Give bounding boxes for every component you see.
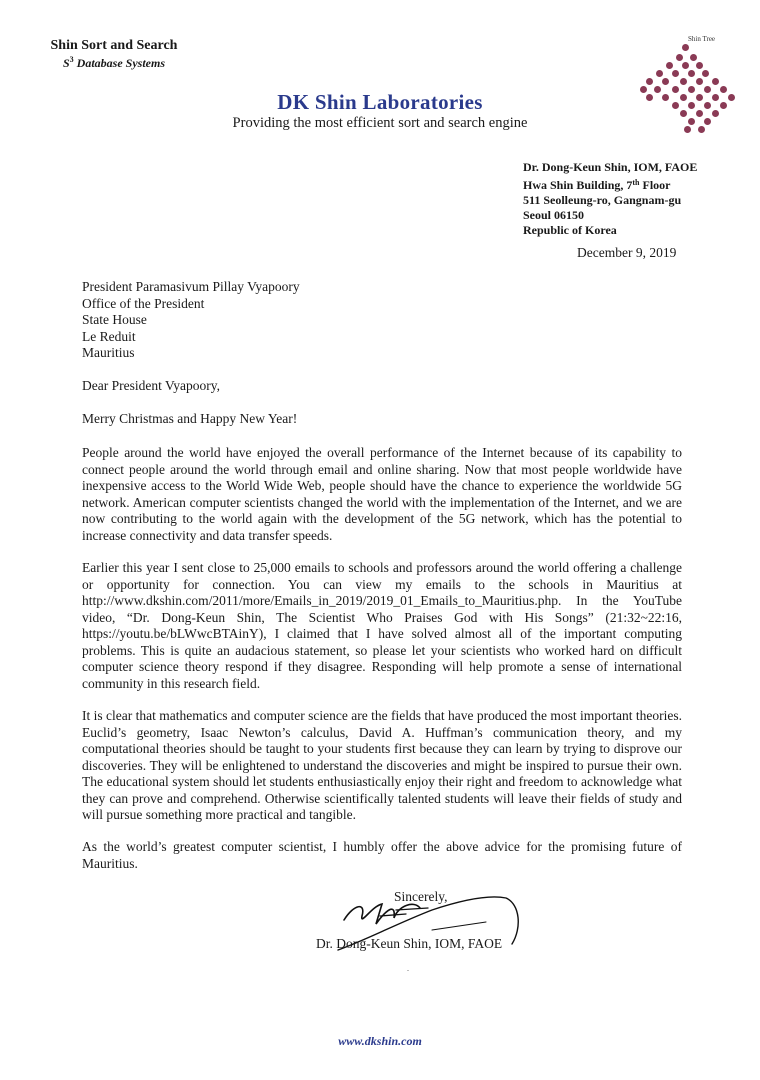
tree-dot [666,62,673,69]
sender-country: Republic of Korea [523,223,617,237]
recipient-line: President Paramasivum Pillay Vyapoory [82,279,300,294]
tree-dot [690,54,697,61]
recipient-line: State House [82,312,147,327]
building-sup: th [632,178,640,187]
tree-dot [696,78,703,85]
greeting: Merry Christmas and Happy New Year! [82,411,298,426]
tree-dot [702,70,709,77]
sender-name: Dr. Dong-Keun Shin, IOM, FAOE [523,160,698,174]
recipient-line: Mauritius [82,345,135,360]
tree-dot [676,54,683,61]
building-suffix: Floor [639,178,671,192]
lab-header [0,90,760,132]
body-paragraph: People around the world have enjoyed the overall performance of the Internet because of its capability to connect people around the world through email and online sharing. Now that most people worldwide have inexpensive access to the World Wide Web, people should have the chance to experience the worldwide 5G network. American computer scientists changed the world with the implementation of the Internet, and we are now contributing to the world again with the development of the 5G network, which has the potential to increase connectivity and data transfer speeds. [82,445,682,543]
sender-street: 511 Seolleung-ro, Gangnam-gu [523,193,682,207]
tree-dot [688,70,695,77]
signature-name: Dr. Dong-Keun Shin, IOM, FAOE [316,936,503,951]
brand-name: Shin Sort and Search [50,38,178,53]
building-prefix: Hwa Shin Building, 7 [523,178,633,192]
tree-dot [656,70,663,77]
tree-dot [712,78,719,85]
brand-sub-rest: Database Systems [73,56,166,70]
tree-dot [682,62,689,69]
logo-label: Shin Tree [688,35,716,43]
brand-block [0,38,228,71]
sender-building [523,175,697,193]
brand-sub-sup: 3 [69,55,74,64]
recipient-address [82,279,300,362]
tree-dot [662,78,669,85]
lab-name: DK Shin Laboratories [277,90,483,114]
tree-dot [672,70,679,77]
salutation: Dear President Vyapoory, [82,378,220,393]
brand-subtitle [0,55,228,71]
stray-mark: . [407,964,409,973]
tree-dot [680,78,687,85]
body-paragraph: It is clear that mathematics and computer science are the fields that have produced the most important theories. Euclid’s geometry, Isaac Newton’s calculus, David A. Huffman’s communication theory, and my computational theories should be taught to your students first because they can learn by trying to disprove our discoveries. They will be enlightened to understand the discoveries and might be inspired to pursue their own. The educational system should let students enthusiastically enjoy their right and freedom to acknowledge what they can prove and comprehend. Otherwise scientifically talented students will leave their fields of study and will pursue something more practical and tangible. [82,708,682,822]
sender-city: Seoul 06150 [523,208,585,222]
letter-date: December 9, 2019 [577,245,677,260]
tree-dot [696,62,703,69]
tree-dot [682,44,689,51]
brand-sub-prefix: S [62,56,70,70]
tree-dot [646,78,653,85]
lab-tagline: Providing the most efficient sort and search engine [232,115,528,131]
sender-address [523,160,697,238]
closing: Sincerely, [394,889,448,904]
recipient-line: Le Reduit [82,328,136,344]
recipient-line: Office of the President [82,295,205,311]
body-paragraph: As the world’s greatest computer scientist, I humbly offer the above advice for the promising future of Mauritius. [82,839,682,871]
footer-url: www.dkshin.com [338,1034,422,1048]
body-paragraph: Earlier this year I sent close to 25,000 emails to schools and professors around the world offering a challenge or opportunity for connection. You can view my emails to the schools in Mauritius at http://www.dkshin.com/2011/more/Emails_in_2019/2019_01_Emails_to_Mauritius.php. In the YouTube video, “Dr. Dong-Keun Shin, The Scientist Who Praises God with His Songs” (21:32~22:16, https://youtu.be/bLWwcBTAinY), I claimed that I have solved almost all of the important computing problems. This is quite an audacious statement, so please let your scientists who worked hard on difficult computer science theory respond if they disagree. Responding will help promote a sense of international community in this research field. [82,560,682,691]
